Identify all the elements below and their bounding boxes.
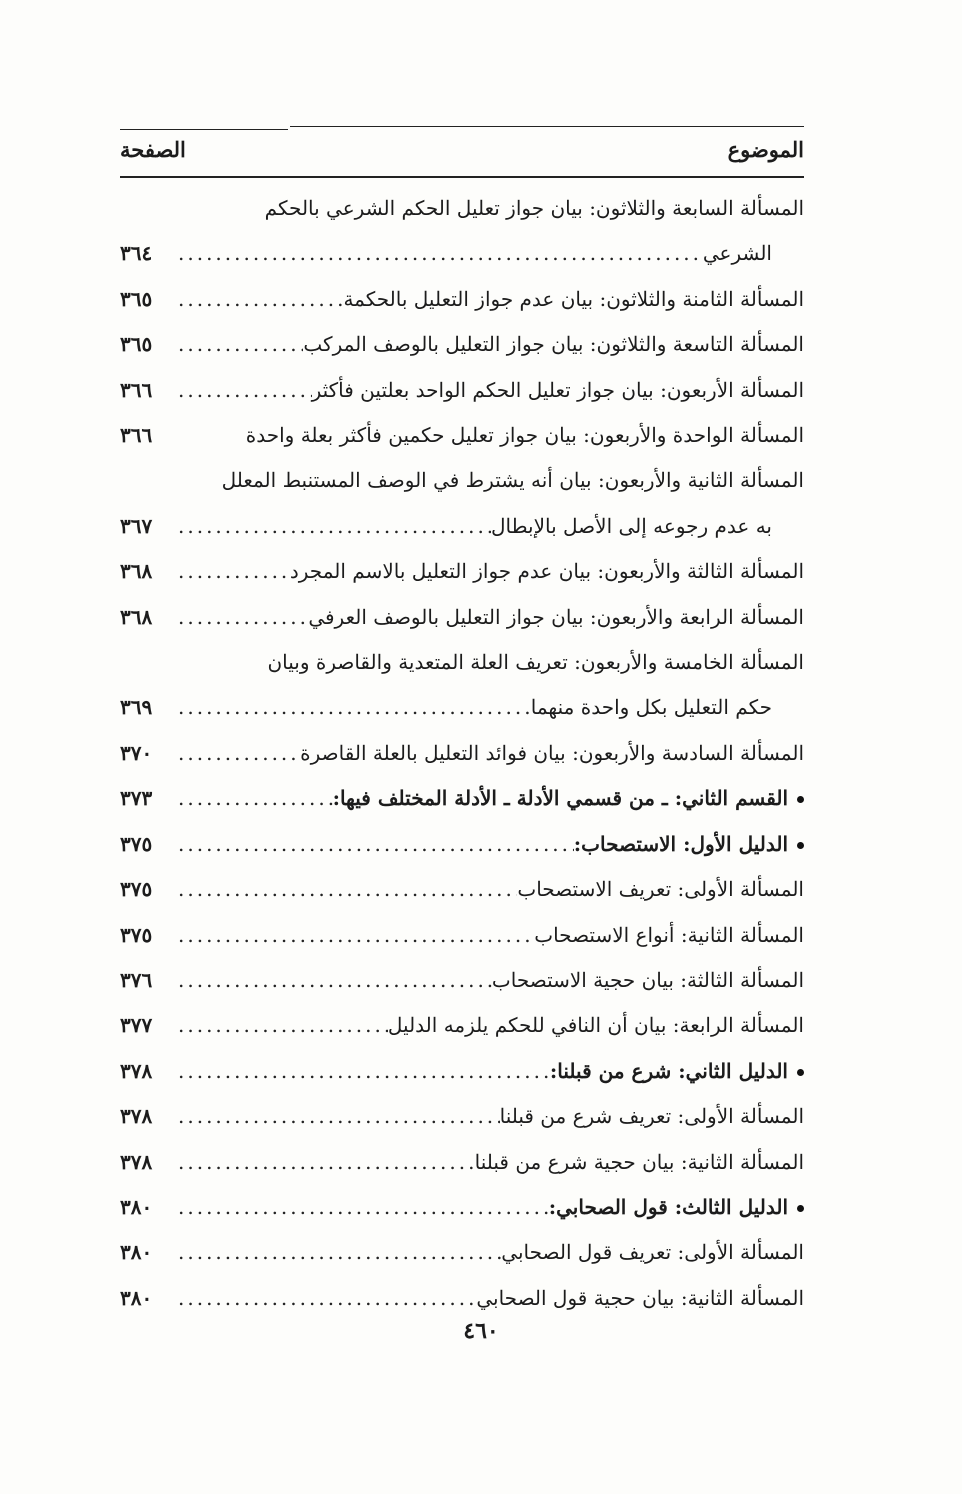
toc-entry-title	[475, 1140, 804, 1185]
toc-entry-line	[120, 458, 804, 503]
dot-leader	[168, 595, 308, 640]
toc-entry	[120, 1094, 804, 1139]
toc-entry-text: المسألة الأولى: تعريف الاستصحاب	[517, 877, 804, 902]
dot-leader	[168, 1049, 550, 1094]
toc-page-number: ٣٧٧	[120, 1013, 153, 1038]
toc-entry-title	[308, 595, 804, 640]
toc-entry-title	[492, 958, 804, 1003]
toc-page-number: ٣٨٠	[120, 1240, 153, 1265]
toc-entry-text: القسم الثاني: ـ من قسمي الأدلة ـ الأدلة المختلف فيها:	[332, 786, 788, 811]
dot-leader	[168, 277, 343, 322]
toc-entry-line	[120, 822, 804, 867]
toc-entry-line	[120, 913, 804, 958]
toc-entry	[120, 958, 804, 1003]
toc-entry-text: المسألة الثالثة والأربعون: بيان عدم جواز التعليل بالاسم المجرد	[289, 559, 804, 584]
header-page: الصفحة	[120, 137, 186, 162]
toc-entry-text: الدليل الثاني: شرع من قبلنا:	[549, 1058, 788, 1083]
toc-entry-line	[120, 413, 804, 458]
toc-entry-line	[120, 1140, 804, 1185]
toc-entry-title	[550, 1049, 804, 1094]
toc-entry-title	[265, 186, 804, 231]
dot-leader	[168, 958, 492, 1003]
toc-entry-text: المسألة الثانية والأربعون: بيان أنه يشترط في الوصف المستنبط المعلل	[221, 468, 804, 493]
bullet-icon	[797, 1205, 804, 1212]
toc-entry-text: الدليل الثالث: قول الصحابي:	[548, 1194, 788, 1219]
toc-page-number: ٣٧٦	[120, 967, 153, 992]
toc-page-number: ٣٨٠	[120, 1194, 153, 1219]
toc-page-number: ٣٧٨	[120, 1149, 153, 1174]
toc-entry-continuation	[120, 685, 804, 730]
toc-entry-line	[120, 595, 804, 640]
toc-entry-text: المسألة الرابعة والأربعون: بيان جواز التعليل بالوصف العرفي	[308, 604, 804, 629]
toc-entry-text: المسألة الثانية: أنواع الاستصحاب	[534, 922, 804, 947]
toc-entry-title	[517, 867, 804, 912]
toc-page-number: ٣٦٨	[120, 604, 153, 629]
toc-entry	[120, 1140, 804, 1185]
toc-entry-title	[388, 1003, 804, 1048]
toc-entry-line	[120, 322, 804, 367]
toc-entry-continuation	[120, 231, 804, 276]
toc-entry	[120, 277, 804, 322]
toc-entry	[120, 595, 804, 640]
toc-entry-title	[333, 776, 804, 821]
toc-entry-text: الدليل الأول: الاستصحاب:	[573, 831, 788, 856]
toc-entry-text: المسألة الواحدة والأربعون: بيان جواز تعليل حكمين فأكثر بعلة واحدة	[245, 423, 804, 448]
page-number: ٤٦٠	[463, 1318, 499, 1344]
toc-entry-title	[290, 549, 804, 594]
toc-entry	[120, 549, 804, 594]
toc-entry	[120, 458, 804, 549]
toc-entry-title	[267, 640, 804, 685]
toc-entry-line	[120, 368, 804, 413]
toc-entry	[120, 413, 804, 458]
toc-entry	[120, 186, 804, 277]
dot-leader	[168, 1185, 549, 1230]
toc-entry-line	[120, 1094, 804, 1139]
toc-page-number: ٣٧٥	[120, 831, 153, 856]
toc-entry	[120, 913, 804, 958]
dot-leader	[168, 1140, 475, 1185]
dot-leader	[168, 504, 491, 549]
toc-entry-text: المسألة الثالثة: بيان حجية الاستصحاب	[491, 967, 804, 992]
dot-leader	[168, 731, 300, 776]
bullet-icon	[797, 842, 804, 849]
toc-entry-title	[549, 1185, 804, 1230]
header-rule	[120, 176, 804, 178]
toc-entry-line	[120, 1003, 804, 1048]
toc-page-number: ٣٧٣	[120, 786, 153, 811]
toc-entry-title	[343, 277, 804, 322]
toc-page-number: ٣٦٧	[120, 513, 153, 538]
top-rule	[290, 126, 804, 127]
toc-entry-line	[120, 640, 804, 685]
toc-section	[120, 776, 804, 821]
toc-entry	[120, 1003, 804, 1048]
toc-entry-line	[120, 1049, 804, 1094]
toc-entry-text: المسألة الثانية: بيان حجية شرع من قبلنا	[474, 1149, 804, 1174]
dot-leader	[168, 231, 703, 276]
toc-entry	[120, 1230, 804, 1275]
toc-entry-text: المسألة السادسة والأربعون: بيان فوائد التعليل بالعلة القاصرة	[300, 740, 804, 765]
dot-leader	[168, 1276, 476, 1321]
toc-entry-title	[246, 413, 804, 458]
toc-entry-title	[476, 1276, 804, 1321]
toc-entry-title	[500, 1094, 804, 1139]
toc-entry-text-cont: الشرعي	[702, 241, 772, 266]
toc-entry	[120, 1276, 804, 1321]
toc-entry-text: المسألة السابعة والثلاثون: بيان جواز تعليل الحكم الشرعي بالحكم	[264, 196, 804, 220]
toc-entry-text-cont: حكم التعليل بكل واحدة منهما	[530, 695, 772, 720]
toc-entry-title	[574, 822, 804, 867]
toc-entry-line	[120, 776, 804, 821]
toc-entry-line	[120, 958, 804, 1003]
toc-page-number: ٣٦٤	[120, 241, 153, 266]
toc-entry-text: المسألة الأربعون: بيان جواز تعليل الحكم الواحد بعلتين فأكثر	[311, 377, 804, 402]
toc-page-number: ٣٨٠	[120, 1285, 153, 1310]
toc-entry-text: المسألة الأولى: تعريف شرع من قبلنا	[499, 1104, 804, 1129]
toc-entry-title	[534, 913, 804, 958]
toc-entry-title	[312, 368, 804, 413]
toc-entry-line	[120, 186, 804, 231]
toc-entry-text: المسألة الأولى: تعريف قول الصحابي	[501, 1240, 804, 1265]
dot-leader	[168, 685, 531, 730]
toc-entry	[120, 322, 804, 367]
dot-leader	[168, 1094, 500, 1139]
toc-entry-continuation	[120, 504, 804, 549]
toc-entry-line	[120, 1230, 804, 1275]
toc-entry-text-cont: به عدم رجوعه إلى الأصل بالإبطال	[491, 513, 772, 538]
dot-leader	[168, 913, 534, 958]
toc-page-number: ٣٧٨	[120, 1058, 153, 1083]
toc-entry-title	[222, 458, 804, 503]
toc-entry-line	[120, 867, 804, 912]
toc-section	[120, 822, 804, 867]
toc-entry-title	[501, 1230, 804, 1275]
dot-leader	[168, 549, 290, 594]
toc-entry-text: المسألة الخامسة والأربعون: تعريف العلة المتعدية والقاصرة وبيان	[267, 650, 804, 675]
bullet-icon	[797, 796, 804, 803]
toc-entry	[120, 368, 804, 413]
top-rule-left	[120, 129, 288, 130]
toc-entry-line	[120, 1276, 804, 1321]
bullet-icon	[797, 1069, 804, 1076]
toc-entry-text: المسألة التاسعة والثلاثون: بيان جواز التعليل بالوصف المركب	[303, 332, 804, 357]
dot-leader	[168, 822, 574, 867]
toc-entry-line	[120, 1185, 804, 1230]
toc-entry-text: المسألة الثانية: بيان حجية قول الصحابي	[476, 1285, 804, 1310]
toc-entry	[120, 731, 804, 776]
toc-page-number: ٣٦٥	[120, 286, 153, 311]
toc-page-number: ٣٧٠	[120, 740, 153, 765]
dot-leader	[168, 776, 333, 821]
toc-entry-line	[120, 731, 804, 776]
toc-page-number: ٣٦٩	[120, 695, 153, 720]
dot-leader	[168, 368, 312, 413]
toc-page-number: ٣٧٥	[120, 877, 153, 902]
toc-entry-line	[120, 277, 804, 322]
toc-page-number: ٣٧٨	[120, 1104, 153, 1129]
dot-leader	[168, 322, 303, 367]
toc-page-number: ٣٦٦	[120, 423, 153, 448]
toc-section	[120, 1049, 804, 1094]
toc-entry-text: المسألة الثامنة والثلاثون: بيان عدم جواز التعليل بالحكمة	[343, 286, 804, 311]
toc-page-number: ٣٦٨	[120, 559, 153, 584]
toc-entry	[120, 640, 804, 731]
toc-section	[120, 1185, 804, 1230]
toc-page-number: ٣٧٥	[120, 922, 153, 947]
table-of-contents	[120, 186, 804, 1321]
dot-leader	[168, 1230, 501, 1275]
toc-page-number: ٣٦٦	[120, 377, 153, 402]
toc-entry-text: المسألة الرابعة: بيان أن النافي للحكم يلزمه الدليل	[387, 1013, 804, 1038]
toc-entry-line	[120, 549, 804, 594]
dot-leader	[168, 867, 517, 912]
toc-entry-title	[303, 322, 804, 367]
toc-entry-title	[300, 731, 804, 776]
toc-entry	[120, 867, 804, 912]
dot-leader	[168, 1003, 388, 1048]
toc-page-number: ٣٦٥	[120, 332, 153, 357]
header-subject: الموضوع	[727, 137, 804, 162]
